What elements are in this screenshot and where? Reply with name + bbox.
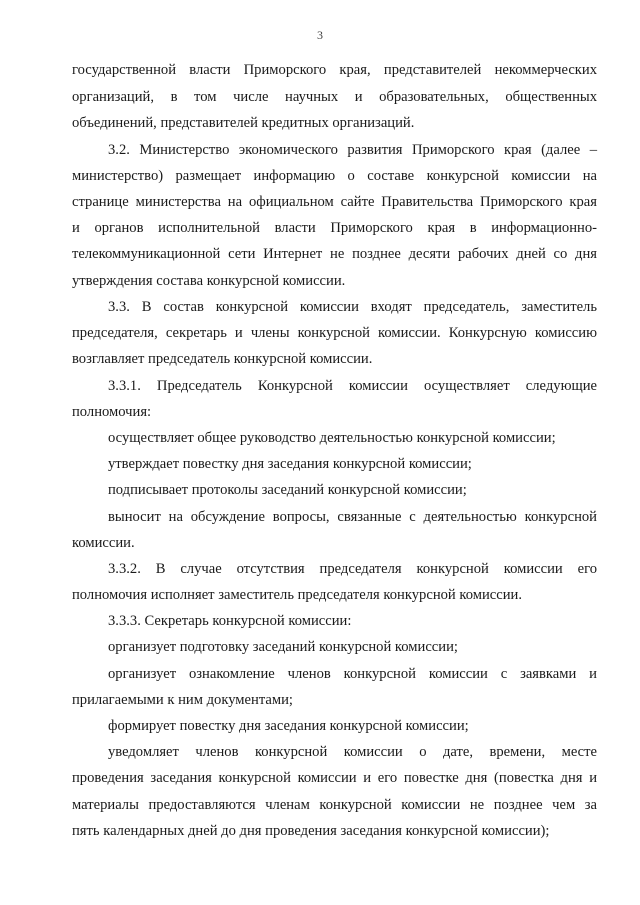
text-line: и органов исполнительной власти Приморского края в информационно- — [72, 220, 597, 236]
text-line: проведения заседания конкурсной комиссии и его повестке дня (повестка дня и — [72, 770, 597, 786]
text-line: подписывает протоколы заседаний конкурсной комиссии; — [108, 482, 467, 498]
page-number: 3 — [317, 28, 323, 42]
text-line: формирует повестку дня заседания конкурсной комиссии; — [108, 718, 469, 734]
text-line: комиссии. — [72, 535, 135, 551]
text-line: организует ознакомление членов конкурсной комиссии с заявками и — [108, 666, 597, 682]
text-line: организует подготовку заседаний конкурсной комиссии; — [108, 639, 458, 655]
text-line: 3.3.3. Секретарь конкурсной комиссии: — [108, 613, 352, 629]
text-line: телекоммуникационной сети Интернет не позднее десяти рабочих дней со дня — [72, 246, 597, 262]
text-line: 3.3.2. В случае отсутствия председателя конкурсной комиссии его — [108, 561, 597, 577]
text-line: материалы предоставляются членам конкурсной комиссии не позднее чем за — [72, 797, 597, 813]
text-line: странице министерства на официальном сайте Правительства Приморского края — [72, 194, 597, 210]
text-line: полномочия: — [72, 404, 152, 420]
text-line: утверждает повестку дня заседания конкурсной комиссии; — [108, 456, 472, 472]
text-line: пять календарных дней до дня проведения заседания конкурсной комиссии); — [72, 823, 550, 839]
text-line: государственной власти Приморского края, представителей некоммерческих — [72, 62, 597, 78]
text-line: министерство) размещает информацию о составе конкурсной комиссии на — [72, 168, 597, 184]
text-line: 3.3.1. Председатель Конкурсной комиссии осуществляет следующие — [108, 378, 597, 394]
text-line: 3.3. В состав конкурсной комиссии входят председатель, заместитель — [108, 299, 597, 315]
text-line: утверждения состава конкурсной комиссии. — [72, 273, 346, 289]
text-line: организаций, в том числе научных и образовательных, общественных — [72, 89, 597, 105]
text-line: председателя, секретарь и члены конкурсной комиссии. Конкурсную комиссию — [72, 325, 597, 341]
text-line: возглавляет председатель конкурсной комиссии. — [72, 351, 373, 367]
text-line: полномочия исполняет заместитель председателя конкурсной комиссии. — [72, 587, 523, 603]
text-line: осуществляет общее руководство деятельностью конкурсной комиссии; — [108, 430, 556, 446]
text-line: 3.2. Министерство экономического развития Приморского края (далее – — [108, 142, 597, 158]
text-line: уведомляет членов конкурсной комиссии о дате, времени, месте — [108, 744, 597, 760]
text-line: объединений, представителей кредитных организаций. — [72, 115, 415, 131]
text-line: выносит на обсуждение вопросы, связанные с деятельностью конкурсной — [108, 509, 597, 525]
text-line: прилагаемыми к ним документами; — [72, 692, 293, 708]
